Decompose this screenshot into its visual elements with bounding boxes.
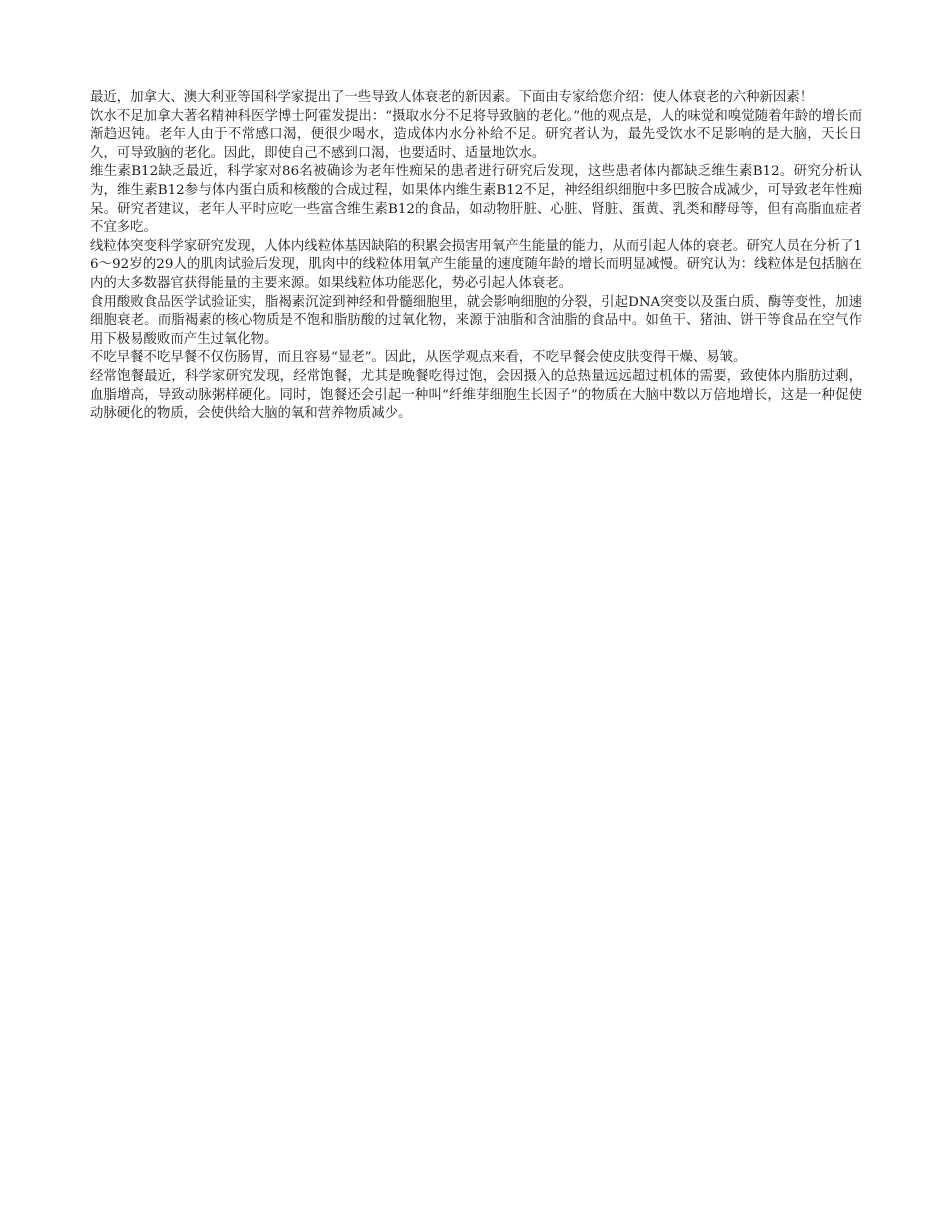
paragraph-rancid-food: 食用酸败食品医学试验证实，脂褐素沉淀到神经和骨髓细胞里，就会影响细胞的分裂，引起DNA突变以及蛋白质、酶等变性，加速细胞衰老。而脂褐素的核心物质是不饱和脂肪酸的过氧化物，来源于油脂和含油脂的食品中。如鱼干、猪油、饼干等食品在空气作用下极易酸败而产生过氧化物。 [90,294,862,347]
paragraph-vitamin-b12: 维生素B12缺乏最近，科学家对86名被确诊为老年性痴呆的患者进行研究后发现，这些患者体内都缺乏维生素B12。研究分析认为，维生素B12参与体内蛋白质和核酸的合成过程，如果体内维生素B12不足，神经组织细胞中多巴胺合成减少，可导致老年性痴呆。研究者建议，老年人平时应吃一些富含维生素B12的食品，如动物肝脏、心脏、肾脏、蛋黄、乳类和酵母等，但有高脂血症者不宜多吃。 [90,164,862,236]
document-body [90,89,862,424]
paragraph-mitochondria: 线粒体突变科学家研究发现，人体内线粒体基因缺陷的积累会损害用氧产生能量的能力，从而引起人体的衰老。研究人员在分析了16～92岁的29人的肌肉试验后发现，肌肉中的线粒体用氧产生能量的速度随年龄的增长而明显减慢。研究认为：线粒体是包括脑在内的大多数器官获得能量的主要来源。如果线粒体功能恶化，势必引起人体衰老。 [90,238,862,291]
paragraph-skip-breakfast: 不吃早餐不吃早餐不仅伤肠胃，而且容易“显老”。因此，从医学观点来看，不吃早餐会使皮肤变得干燥、易皱。 [90,350,747,366]
paragraph-overeating: 经常饱餐最近，科学家研究发现，经常饱餐，尤其是晚餐吃得过饱，会因摄入的总热量远远超过机体的需要，致使体内脂肪过剩，血脂增高，导致动脉粥样硬化。同时，饱餐还会引起一种叫“纤维芽细胞生长因子”的物质在大脑中数以万倍地增长，这是一种促使动脉硬化的物质，会使供给大脑的氧和营养物质减少。 [90,368,862,422]
paragraph-intro: 最近，加拿大、澳大利亚等国科学家提出了一些导致人体衰老的新因素。下面由专家给您介绍：使人体衰老的六种新因素！ [90,90,814,105]
paragraph-water-deficiency: 饮水不足加拿大著名精神科医学博士阿霍发提出：“摄取水分不足将导致脑的老化。”他的观点是，人的味觉和嗅觉随着年龄的增长而渐趋迟钝。老年人由于不常感口渴，便很少喝水，造成体内水分补给不足。研究者认为，最先受饮水不足影响的是大脑，天长日久，可导致脑的老化。因此，即使自己不感到口渴，也要适时、适量地饮水。 [90,108,862,161]
